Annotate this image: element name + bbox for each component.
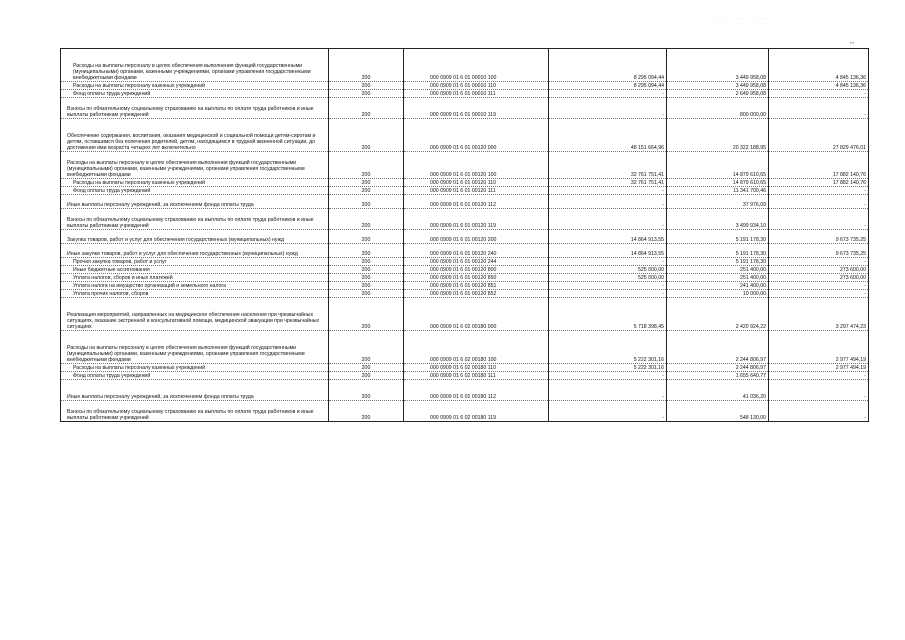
row-kbk: 000 0909 01 6 01 00010 111: [404, 90, 549, 98]
row-name: Фонд оплаты труда учреждений: [61, 90, 329, 98]
row-kbk: 000 0909 01 6 01 00120 000: [404, 119, 549, 152]
row-exec: 3 449 958,08: [667, 49, 769, 82]
row-rest: 9 673 735,25: [769, 230, 869, 244]
row-rest: 17 882 140,76: [769, 152, 869, 179]
row-exec: 14 879 610,65: [667, 152, 769, 179]
table-row: [61, 274, 869, 282]
row-rest: 4 845 136,36: [769, 82, 869, 90]
row-plan: -: [549, 195, 667, 209]
table-row: [61, 244, 869, 258]
table-row: [61, 331, 869, 364]
row-rest: 2 977 494,19: [769, 331, 869, 364]
table-row: [61, 372, 869, 380]
table-row: [61, 266, 869, 274]
row-kbk: 000 0909 01 6 01 00010 119: [404, 98, 549, 119]
row-exec: 800 000,00: [667, 98, 769, 119]
row-plan: -: [549, 209, 667, 230]
row-code: 200: [329, 119, 404, 152]
row-name: Взносы по обязательному социальному страхованию на выплаты по оплате труда работников и иные выплаты работникам учреждений: [61, 401, 329, 422]
row-name: Расходы на выплаты персоналу в целях обеспечения выполнения функций государственными (муниципальными) органами, казенными учреждениями, органами управления государственными внебюджетными фондами: [61, 49, 329, 82]
row-plan: -: [549, 187, 667, 195]
table-row: [61, 209, 869, 230]
row-plan: 525 000,00: [549, 266, 667, 274]
row-exec: 241 400,00: [667, 282, 769, 290]
table-row: [61, 90, 869, 98]
row-name: Прочая закупка товаров, работ и услуг: [61, 258, 329, 266]
row-code: 200: [329, 331, 404, 364]
row-code: 200: [329, 258, 404, 266]
row-code: 200: [329, 187, 404, 195]
row-plan: 8 295 094,44: [549, 82, 667, 90]
row-name: Уплата прочих налогов, сборов: [61, 290, 329, 298]
row-kbk: 000 0909 01 6 02 00180 119: [404, 401, 549, 422]
row-name: Расходы на выплаты персоналу казенных учреждений: [61, 82, 329, 90]
table-row: [61, 258, 869, 266]
row-kbk: 000 0909 01 6 01 00010 110: [404, 82, 549, 90]
row-kbk: 000 0909 01 6 01 00010 100: [404, 49, 549, 82]
row-name: Уплата налогов, сборов и иных платежей: [61, 274, 329, 282]
row-kbk: 000 0909 01 6 01 00120 851: [404, 282, 549, 290]
row-kbk: 000 0909 01 6 02 00180 112: [404, 380, 549, 401]
row-exec: 1 655 640,77: [667, 372, 769, 380]
row-exec: 14 879 610,65: [667, 179, 769, 187]
row-rest: -: [769, 195, 869, 209]
row-rest: -: [769, 282, 869, 290]
row-rest: -: [769, 401, 869, 422]
row-name: Фонд оплаты труда учреждений: [61, 372, 329, 380]
row-plan: 14 864 913,55: [549, 230, 667, 244]
row-rest: -: [769, 187, 869, 195]
table-row: [61, 230, 869, 244]
row-plan: -: [549, 98, 667, 119]
row-exec: 20 322 188,95: [667, 119, 769, 152]
row-exec: 2 420 924,22: [667, 298, 769, 331]
row-exec: 3 449 958,08: [667, 82, 769, 90]
row-exec: 5 191 178,30: [667, 258, 769, 266]
row-rest: -: [769, 209, 869, 230]
row-code: 200: [329, 90, 404, 98]
row-name: Иные выплаты персоналу учреждений, за исключением фонда оплаты труда: [61, 195, 329, 209]
row-kbk: 000 0909 01 6 01 00120 112: [404, 195, 549, 209]
row-code: 200: [329, 401, 404, 422]
row-rest: 9 673 735,25: [769, 244, 869, 258]
row-rest: -: [769, 98, 869, 119]
row-kbk: 000 0909 01 6 02 00180 110: [404, 364, 549, 372]
table-row: [61, 119, 869, 152]
row-code: 200: [329, 82, 404, 90]
table-row: [61, 282, 869, 290]
row-plan: 5 222 301,16: [549, 364, 667, 372]
row-exec: 3 499 934,10: [667, 209, 769, 230]
row-code: 200: [329, 372, 404, 380]
row-name: Реализация мероприятий, направленных на медицинское обеспечение населения при чрезвычайных ситуациях, оказание экстренной и консультативной помощи, медицинской эвакуации при чрезвычайных ситуациях: [61, 298, 329, 331]
row-exec: 2 244 806,97: [667, 364, 769, 372]
row-kbk: 000 0909 01 6 01 00120 119: [404, 209, 549, 230]
row-plan: 48 151 664,96: [549, 119, 667, 152]
table-row: [61, 298, 869, 331]
row-exec: 37 976,09: [667, 195, 769, 209]
row-name: Взносы по обязательному социальному страхованию на выплаты по оплате труда работников и иные выплаты работникам учреждений: [61, 209, 329, 230]
row-kbk: 000 0909 01 6 02 00180 111: [404, 372, 549, 380]
row-plan: 32 761 751,41: [549, 179, 667, 187]
row-kbk: 000 0909 01 6 01 00120 244: [404, 258, 549, 266]
row-name: Расходы на выплаты персоналу в целях обеспечения выполнения функций государственными (муниципальными) органами, казенными учреждениями, органами управления государственными внебюджетными фондами: [61, 331, 329, 364]
row-code: 200: [329, 266, 404, 274]
row-plan: -: [549, 282, 667, 290]
row-kbk: 000 0909 01 6 01 00120 110: [404, 179, 549, 187]
row-plan: -: [549, 401, 667, 422]
row-plan: -: [549, 380, 667, 401]
row-code: 200: [329, 380, 404, 401]
table-row: [61, 49, 869, 82]
row-plan: -: [549, 258, 667, 266]
row-rest: 273 600,00: [769, 274, 869, 282]
table-row: [61, 98, 869, 119]
row-rest: -: [769, 258, 869, 266]
row-rest: -: [769, 90, 869, 98]
table-row: [61, 179, 869, 187]
row-plan: 8 295 094,44: [549, 49, 667, 82]
row-name: Иные выплаты персоналу учреждений, за исключением фонда оплаты труда: [61, 380, 329, 401]
row-code: 200: [329, 152, 404, 179]
row-rest: 273 600,00: [769, 266, 869, 274]
row-plan: 5 222 301,16: [549, 331, 667, 364]
row-kbk: 000 0909 01 6 02 00180 100: [404, 331, 549, 364]
corner-mark: ▪▪▪: [850, 40, 855, 45]
row-kbk: 000 0909 01 6 01 00120 111: [404, 187, 549, 195]
row-name: Фонд оплаты труда учреждений: [61, 187, 329, 195]
row-exec: 5 191 178,30: [667, 230, 769, 244]
row-name: Обеспечение содержания, воспитания, оказания медицинской и социальной помощи детям-сиротам и детям, оставшимся без попечения родителей, детям, находящимся в трудной жизненной ситуации, до достижения ими возраста четырех лет включительно: [61, 119, 329, 152]
row-exec: 10 000,00: [667, 290, 769, 298]
row-code: 200: [329, 49, 404, 82]
row-exec: 5 191 178,30: [667, 244, 769, 258]
table-row: [61, 195, 869, 209]
row-name: Расходы на выплаты персоналу казенных учреждений: [61, 364, 329, 372]
row-code: 200: [329, 195, 404, 209]
row-kbk: 000 0909 01 6 01 00120 240: [404, 244, 549, 258]
row-plan: 14 864 913,55: [549, 244, 667, 258]
row-plan: 32 761 751,41: [549, 152, 667, 179]
row-exec: 251 400,00: [667, 266, 769, 274]
row-code: 200: [329, 298, 404, 331]
budget-table: [60, 48, 869, 422]
row-rest: 27 829 476,01: [769, 119, 869, 152]
row-rest: 2 977 494,19: [769, 364, 869, 372]
row-kbk: 000 0909 01 6 01 00120 800: [404, 266, 549, 274]
row-plan: -: [549, 372, 667, 380]
table-row: [61, 187, 869, 195]
row-code: 200: [329, 179, 404, 187]
row-kbk: 000 0909 01 6 01 00120 200: [404, 230, 549, 244]
row-code: 200: [329, 98, 404, 119]
row-plan: -: [549, 290, 667, 298]
row-name: Взносы по обязательному социальному страхованию на выплаты по оплате труда работников и иные выплаты работникам учреждений: [61, 98, 329, 119]
page-header-text: · · · · · · · · · · · · · · · · · · · · · ·: [712, 16, 778, 21]
table-row: [61, 401, 869, 422]
row-kbk: 000 0909 01 6 01 00120 850: [404, 274, 549, 282]
row-code: 200: [329, 230, 404, 244]
row-code: 200: [329, 290, 404, 298]
row-kbk: 000 0909 01 6 01 00120 852: [404, 290, 549, 298]
row-exec: 2 649 958,08: [667, 90, 769, 98]
row-code: 200: [329, 282, 404, 290]
row-rest: -: [769, 290, 869, 298]
row-name: Расходы на выплаты персоналу казенных учреждений: [61, 179, 329, 187]
row-rest: 17 882 140,76: [769, 179, 869, 187]
row-name: Иные бюджетные ассигнования: [61, 266, 329, 274]
row-code: 200: [329, 244, 404, 258]
row-rest: -: [769, 372, 869, 380]
row-rest: 3 297 474,23: [769, 298, 869, 331]
row-plan: 5 718 398,45: [549, 298, 667, 331]
table-row: [61, 290, 869, 298]
row-rest: 4 845 136,36: [769, 49, 869, 82]
row-exec: 11 341 700,46: [667, 187, 769, 195]
row-kbk: 000 0909 01 6 02 00180 000: [404, 298, 549, 331]
table-row: [61, 152, 869, 179]
row-code: 200: [329, 364, 404, 372]
row-code: 200: [329, 274, 404, 282]
row-name: Расходы на выплаты персоналу в целях обеспечения выполнения функций государственными (муниципальными) органами, казенными учреждениями, органами управления государственными внебюджетными фондами: [61, 152, 329, 179]
row-plan: -: [549, 90, 667, 98]
row-rest: -: [769, 380, 869, 401]
row-name: Уплата налога на имущество организаций и земельного налога: [61, 282, 329, 290]
row-exec: 41 036,20: [667, 380, 769, 401]
row-plan: 525 000,00: [549, 274, 667, 282]
row-kbk: 000 0909 01 6 01 00120 100: [404, 152, 549, 179]
row-exec: 548 130,00: [667, 401, 769, 422]
table-row: [61, 380, 869, 401]
table-row: [61, 364, 869, 372]
row-exec: 2 244 806,97: [667, 331, 769, 364]
row-code: 200: [329, 209, 404, 230]
table-row: [61, 82, 869, 90]
row-exec: 251 400,00: [667, 274, 769, 282]
row-name: Закупка товаров, работ и услуг для обеспечения государственных (муниципальных) нужд: [61, 230, 329, 244]
row-name: Иные закупки товаров, работ и услуг для обеспечения государственных (муниципальных) нужд: [61, 244, 329, 258]
